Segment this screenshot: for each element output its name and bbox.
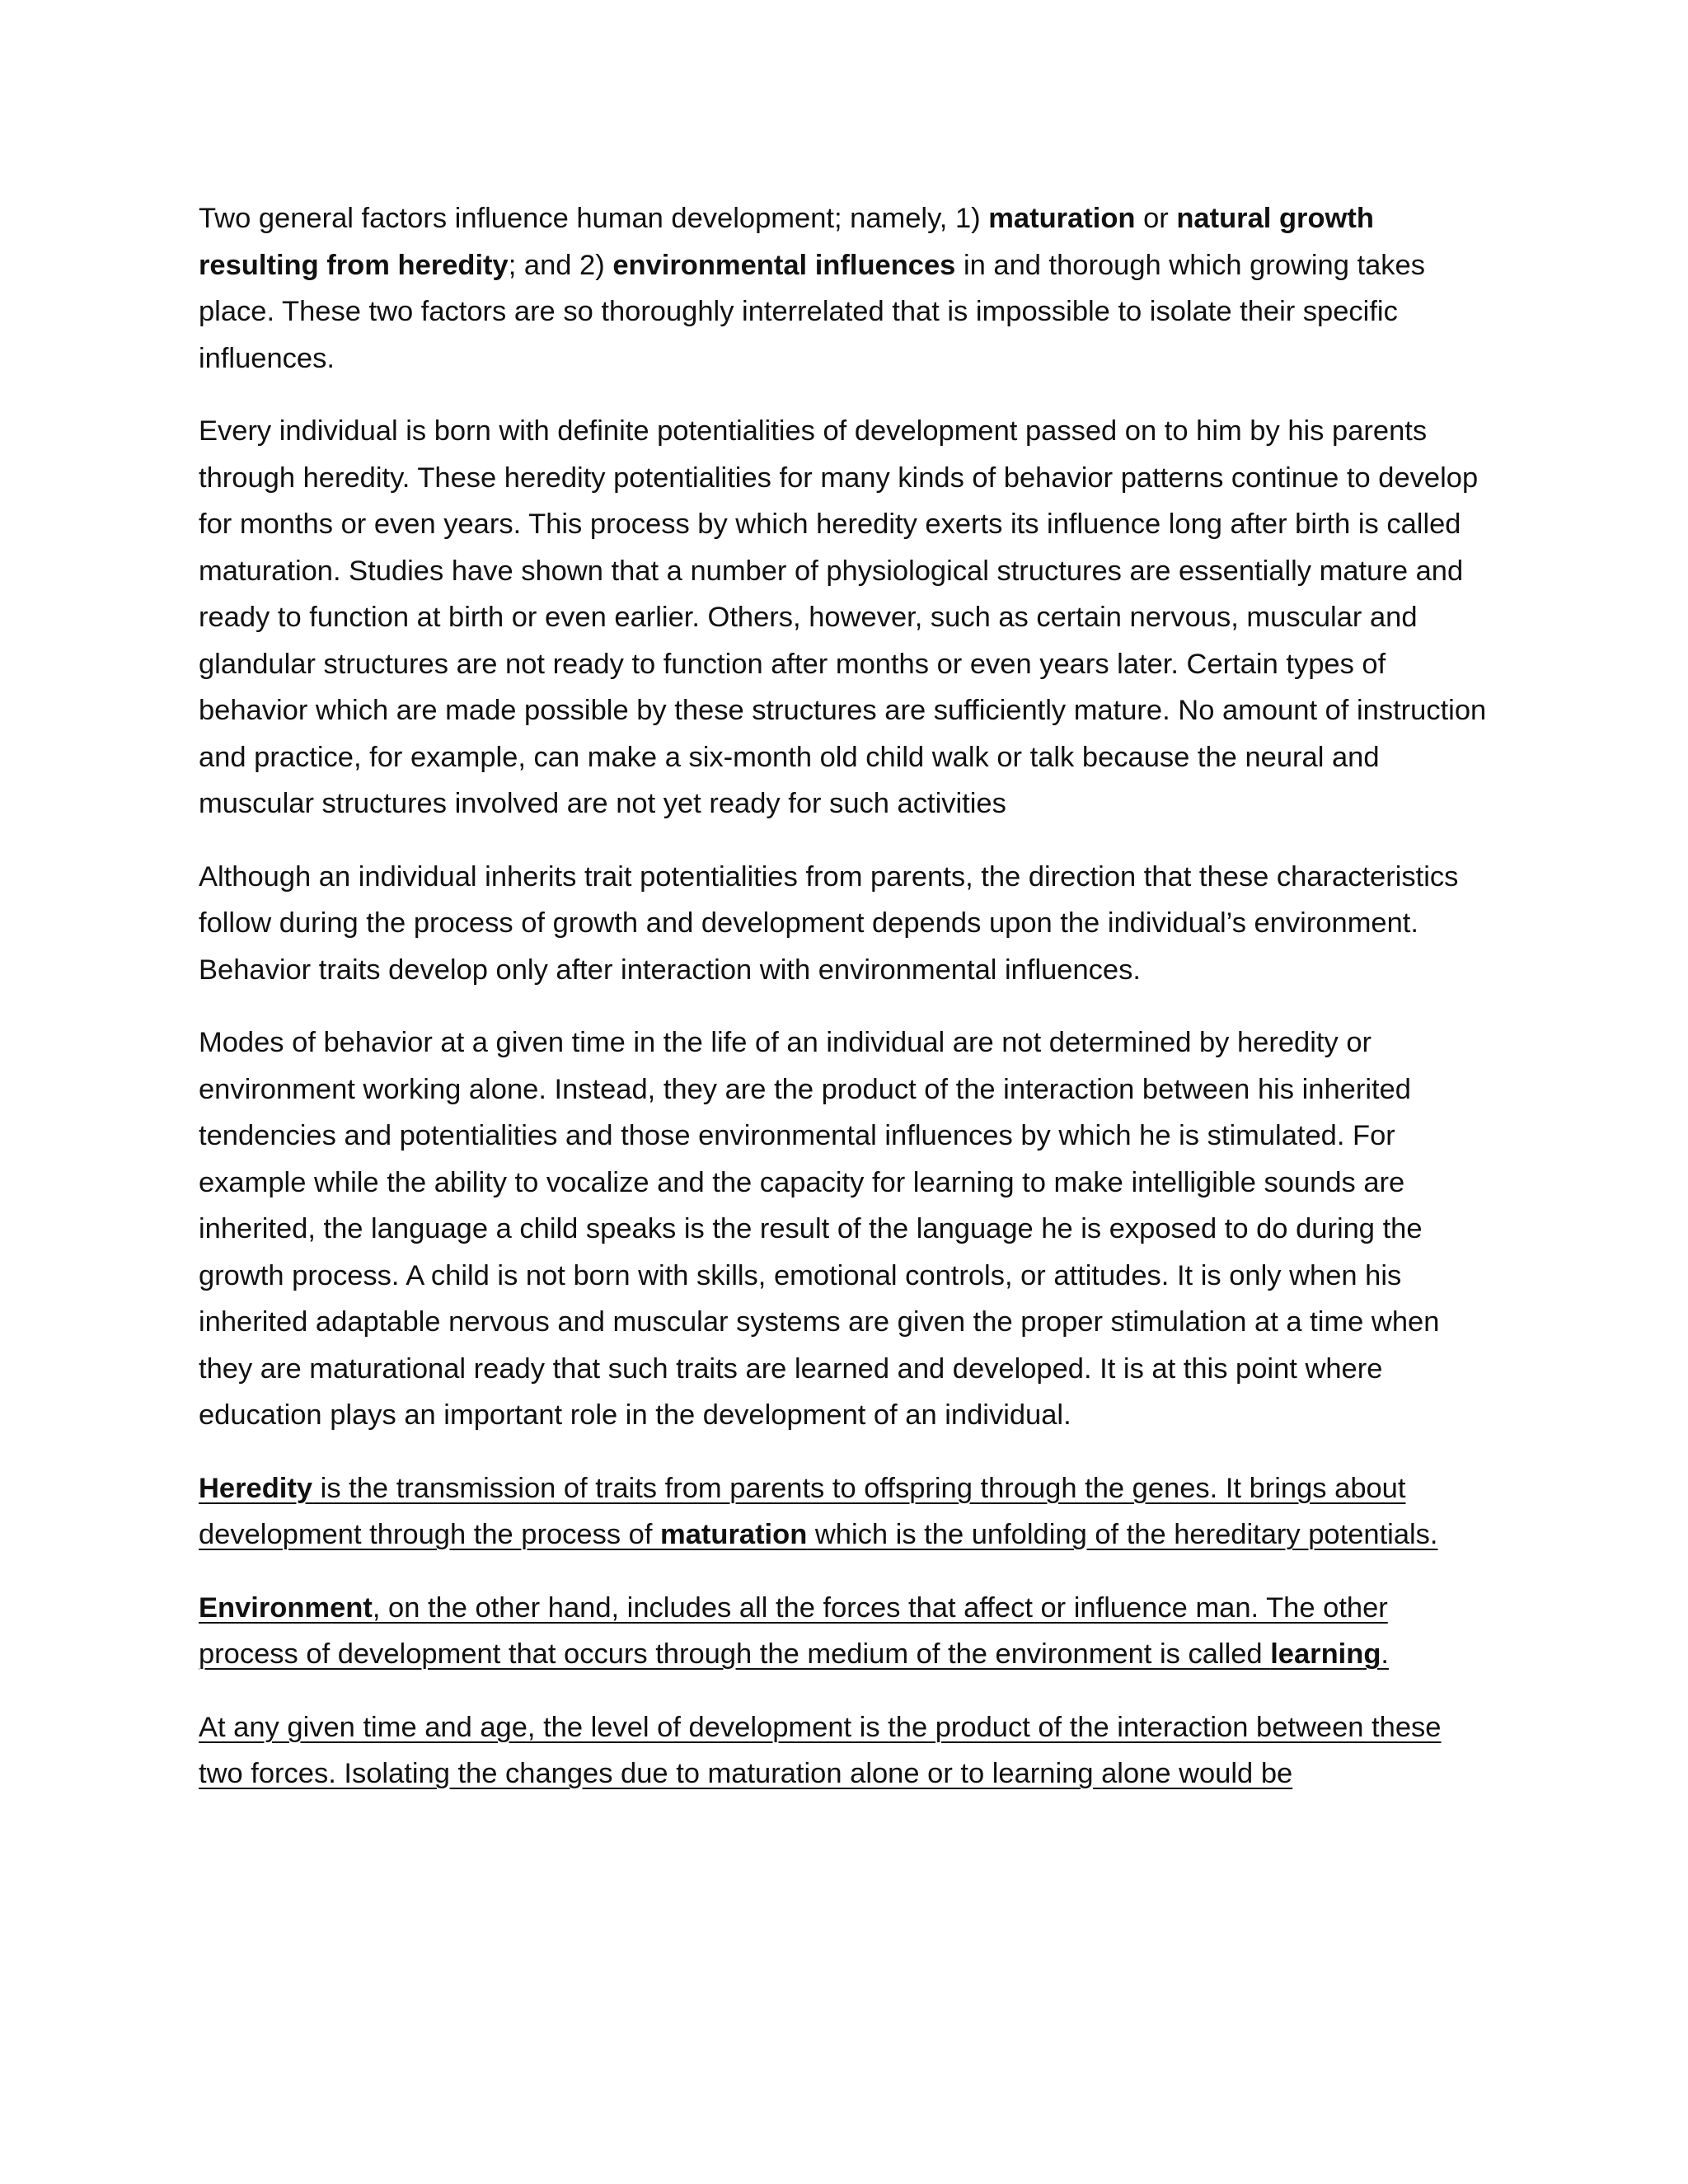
- text-span: ; and 2): [508, 249, 613, 281]
- text-span: or: [1135, 203, 1177, 234]
- paragraph-factors: [199, 195, 1493, 382]
- paragraph-maturation: Every individual is born with definite potentialities of development passed on to him by his parents through heredity. These heredity potentialities for many kinds of behavior patterns continue to develop for months or even years. This process by which heredity exerts its influence long after birth is called maturation. Studies have shown that a number of physiological structures are essentially mature and ready to function at birth or even earlier. Others, however, such as certain nervous, muscular and glandular structures are not ready to function after months or even years later. Certain types of behavior which are made possible by these structures are sufficiently mature. No amount of instruction and practice, for example, can make a six-month old child walk or talk because the neural and muscular structures involved are not yet ready for such activities: [199, 415, 1487, 819]
- text-span: in and thorough which growing takes place. These two factors are so thoroughly interrelated that is impossible to isolate their specific influences.: [199, 249, 1425, 374]
- text-span: is the transmission of traits from parents to offspring through the genes. It brings about development through the process of: [199, 1472, 1406, 1550]
- bold-term-maturation: maturation: [988, 203, 1136, 234]
- text-span: Two general factors influence human development; namely, 1): [199, 203, 989, 234]
- document-page: [199, 195, 1493, 1824]
- bold-term-heredity: Heredity: [199, 1472, 313, 1504]
- bold-term-environment: Environment: [199, 1591, 373, 1624]
- bold-term-maturation: maturation: [660, 1519, 808, 1550]
- paragraph-level-of-development: At any given time and age, the level of development is the product of the interaction between these two forces. Isolating the changes due to maturation alone or to learning alone would be: [199, 1711, 1442, 1789]
- paragraph-interaction: Modes of behavior at a given time in the life of an individual are not determined by heredity or environment working alone. Instead, they are the product of the interaction between his inherited tendencies and potentialities and those environmental influences by which he is stimulated. For example while the ability to vocalize and the capacity for learning to make intelligible sounds are inherited, the language a child speaks is the result of the language he is exposed to do during the growth process. A child is not born with skills, emotional controls, or attitudes. It is only when his inherited adaptable nervous and muscular systems are given the proper stimulation at a time when they are maturational ready that such traits are learned and developed. It is at this point where education plays an important role in the development of an individual.: [199, 1027, 1440, 1431]
- bold-term-environmental-influences: environmental influences: [612, 249, 956, 281]
- bold-term-learning: learning: [1270, 1638, 1381, 1670]
- paragraph-environment: Although an individual inherits trait potentialities from parents, the direction that these characteristics follow during the process of growth and development depends upon the individual’s environment. Behavior traits develop only after interaction with environmental influences.: [199, 860, 1459, 986]
- paragraph-heredity-definition: [199, 1465, 1493, 1558]
- text-span: .: [1381, 1638, 1389, 1670]
- text-span: , on the other hand, includes all the forces that affect or influence man. The other process of development that occurs through the medium of the environment is called: [199, 1591, 1388, 1670]
- paragraph-environment-definition: [199, 1585, 1493, 1678]
- text-span: which is the unfolding of the hereditary potentials.: [807, 1519, 1438, 1550]
- bold-term-natural-growth: natural growth resulting from heredity: [199, 203, 1374, 281]
